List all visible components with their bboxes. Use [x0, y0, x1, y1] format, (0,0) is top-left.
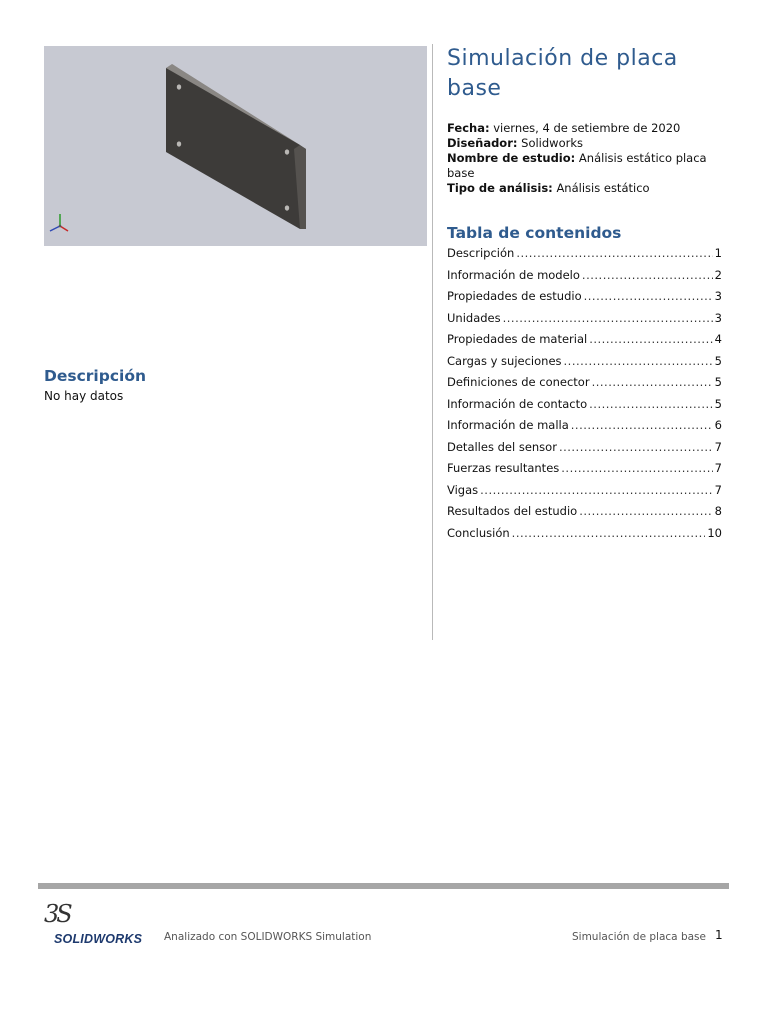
toc-item[interactable]: Descripción ..... 1: [447, 245, 722, 267]
toc-item[interactable]: Información de malla ..... 6: [447, 417, 722, 439]
hole: [285, 149, 289, 154]
toc-item[interactable]: Detalles del sensor ..... 7: [447, 439, 722, 461]
model-preview-image: [44, 46, 427, 246]
plate-face: [166, 68, 300, 229]
solidworks-logo: [44, 900, 150, 950]
table-of-contents: [447, 245, 722, 546]
coordinate-triad-icon: [50, 214, 68, 231]
meta-analysis-type: Tipo de análisis: Análisis estático: [447, 181, 650, 195]
toc-item[interactable]: Información de modelo ..... 2: [447, 267, 722, 289]
meta-date: Fecha: viernes, 4 de setiembre de 2020: [447, 121, 681, 135]
plate-3d-model: [44, 46, 427, 246]
footer-rule: [38, 883, 729, 889]
toc-item[interactable]: Definiciones de conector ..... 5: [447, 374, 722, 396]
hole: [177, 84, 181, 89]
toc-item[interactable]: Conclusión ..... 10: [447, 525, 722, 547]
toc-item[interactable]: Propiedades de material ..... 4: [447, 331, 722, 353]
toc-item[interactable]: Resultados del estudio ..... 8: [447, 503, 722, 525]
logo-wordmark: SOLIDWORKS: [54, 932, 143, 946]
toc-item[interactable]: Fuerzas resultantes ..... 7: [447, 460, 722, 482]
meta-study-name: Nombre de estudio: Análisis estático placa base: [447, 151, 707, 180]
description-heading: Descripción: [44, 367, 147, 385]
document-title: Simulación de placa base: [447, 46, 678, 101]
toc-item[interactable]: Vigas ..... 7: [447, 482, 722, 504]
toc-item[interactable]: Propiedades de estudio ..... 3: [447, 288, 722, 310]
toc-title: Tabla de contenidos: [447, 224, 622, 242]
toc-item[interactable]: Información de contacto ..... 5: [447, 396, 722, 418]
hole: [285, 205, 289, 210]
footer-document-name: Simulación de placa base: [572, 931, 706, 943]
hole: [177, 141, 181, 146]
column-divider: [432, 44, 433, 640]
study-metadata: [447, 121, 722, 196]
toc-item[interactable]: Unidades ..... 3: [447, 310, 722, 332]
ds-logo-icon: 3S: [44, 900, 70, 928]
report-header: [447, 44, 722, 546]
description-body: No hay datos: [44, 389, 124, 403]
page-number: 1: [715, 928, 723, 942]
meta-designer: Diseñador: Solidworks: [447, 136, 583, 150]
footer-analyzed-with: Analizado con SOLIDWORKS Simulation: [164, 931, 372, 943]
toc-item[interactable]: Cargas y sujeciones ..... 5: [447, 353, 722, 375]
